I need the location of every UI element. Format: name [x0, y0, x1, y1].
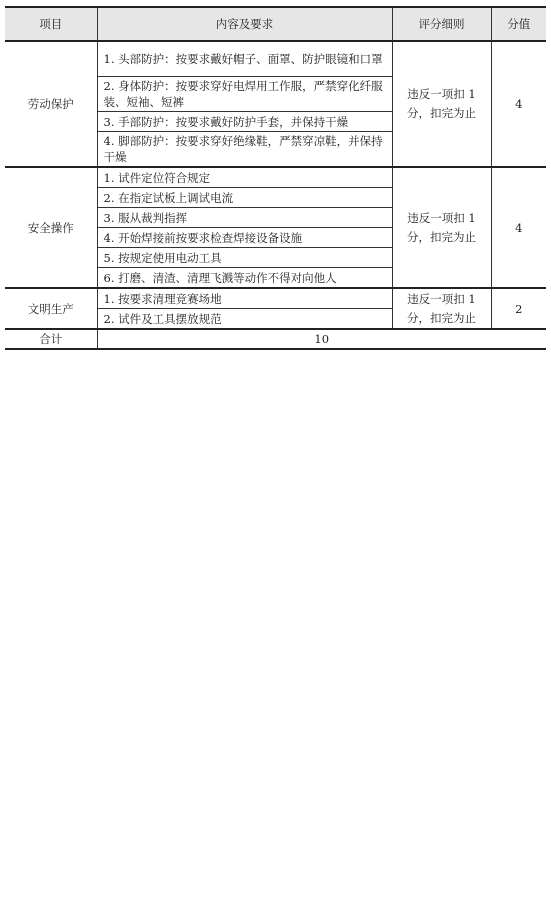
category-cell: 文明生产: [5, 288, 97, 329]
item-cell: 1. 试件定位符合规定: [97, 167, 392, 188]
rule-cell: 违反一项扣 1 分，扣完为止: [392, 41, 491, 167]
item-cell: 5. 按规定使用电动工具: [97, 248, 392, 268]
table-row: [5, 167, 546, 188]
item-cell: 2. 身体防护：按要求穿好电焊用工作服，严禁穿化纤服装、短袖、短裤: [97, 77, 392, 112]
total-label: 合计: [5, 329, 97, 349]
header-rule: 评分细则: [392, 7, 491, 41]
header-score: 分值: [491, 7, 546, 41]
total-row: [5, 329, 546, 349]
rule-cell: 违反一项扣 1 分，扣完为止: [392, 288, 491, 329]
item-cell: 6. 打磨、清渣、清理飞溅等动作不得对向他人: [97, 268, 392, 289]
item-cell: 1. 头部防护：按要求戴好帽子、面罩、防护眼镜和口罩: [97, 41, 392, 77]
category-cell: 劳动保护: [5, 41, 97, 167]
header-project: 项目: [5, 7, 97, 41]
item-cell: 1. 按要求清理竞赛场地: [97, 288, 392, 309]
item-cell: 4. 脚部防护：按要求穿好绝缘鞋，严禁穿凉鞋，并保持干燥: [97, 132, 392, 168]
table-row: [5, 41, 546, 77]
scoring-table: [5, 6, 546, 350]
header-content: 内容及要求: [97, 7, 392, 41]
item-cell: 4. 开始焊接前按要求检查焊接设备设施: [97, 228, 392, 248]
rule-cell: 违反一项扣 1 分，扣完为止: [392, 167, 491, 288]
item-cell: 2. 在指定试板上调试电流: [97, 188, 392, 208]
item-cell: 3. 手部防护：按要求戴好防护手套，并保持干燥: [97, 112, 392, 132]
table-header-row: [5, 7, 546, 41]
score-cell: 2: [491, 288, 546, 329]
score-cell: 4: [491, 41, 546, 167]
item-cell: 3. 服从裁判指挥: [97, 208, 392, 228]
category-cell: 安全操作: [5, 167, 97, 288]
score-cell: 4: [491, 167, 546, 288]
item-cell: 2. 试件及工具摆放规范: [97, 309, 392, 330]
total-value: 10: [97, 329, 546, 349]
table-row: [5, 288, 546, 309]
